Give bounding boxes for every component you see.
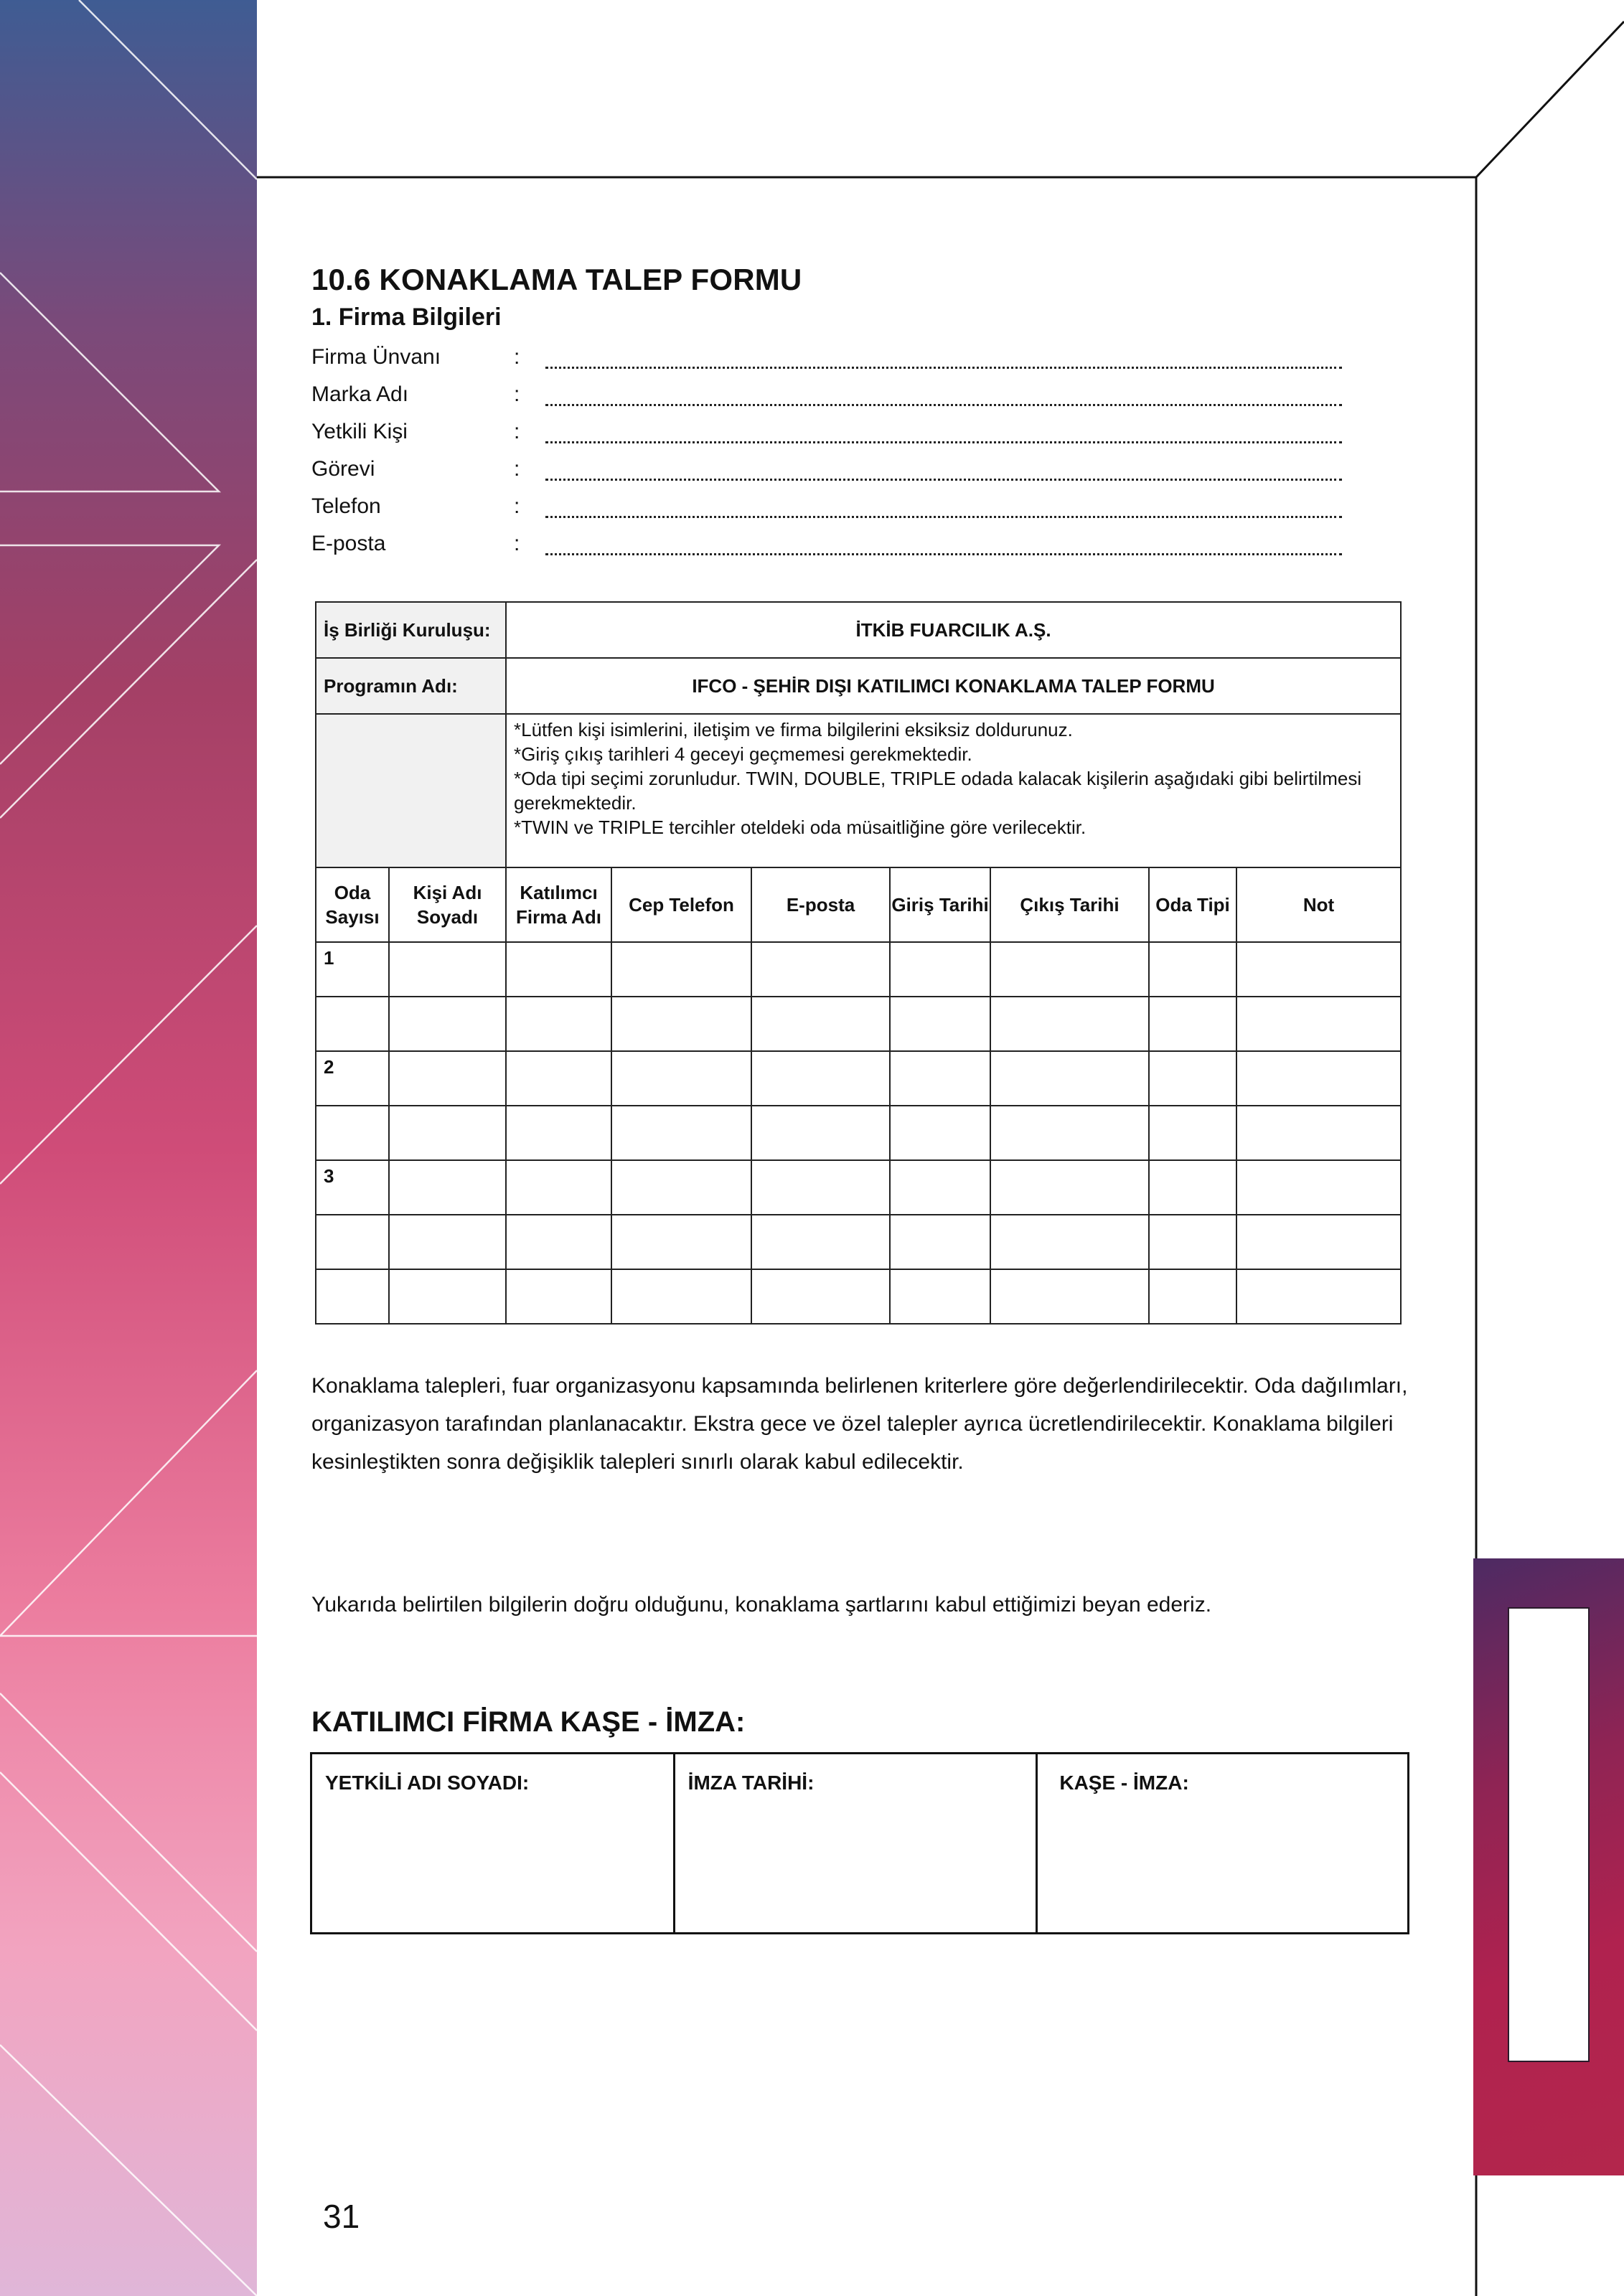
program-value: IFCO - ŞEHİR DIŞI KATILIMCI KONAKLAMA TALEP FORMU [506, 658, 1401, 714]
col-header: Kişi Adı Soyadı [389, 867, 506, 942]
room-number: 3 [316, 1160, 389, 1215]
field-gorevi[interactable] [311, 457, 1345, 486]
table-row[interactable] [316, 1215, 1401, 1269]
fill-line[interactable] [545, 441, 1342, 443]
input-cell[interactable] [990, 1215, 1149, 1269]
input-cell[interactable] [1236, 1106, 1401, 1160]
fill-line[interactable] [545, 404, 1342, 406]
input-cell[interactable] [890, 1051, 990, 1106]
field-separator: : [514, 494, 520, 518]
fill-line[interactable] [545, 553, 1342, 555]
input-cell[interactable] [389, 1160, 506, 1215]
field-separator: : [514, 345, 520, 369]
input-cell[interactable] [890, 1215, 990, 1269]
input-cell[interactable] [506, 997, 611, 1051]
input-cell[interactable] [1236, 1051, 1401, 1106]
input-cell[interactable] [611, 1269, 751, 1324]
input-cell[interactable] [890, 1160, 990, 1215]
input-cell[interactable] [1149, 1269, 1236, 1324]
input-cell[interactable] [1236, 942, 1401, 997]
signature-date-cell[interactable]: İMZA TARİHİ: [675, 1754, 1038, 1932]
col-header: Çıkış Tarihi [990, 867, 1149, 942]
note-line: *Lütfen kişi isimlerini, iletişim ve firma bilgilerini eksiksiz doldurunuz. [514, 719, 1073, 740]
table-row[interactable] [316, 1269, 1401, 1324]
input-cell[interactable] [506, 942, 611, 997]
field-label: Firma Ünvanı [311, 345, 441, 369]
room-number: 2 [316, 1051, 389, 1106]
note-line: *Oda tipi seçimi zorunludur. TWIN, DOUBLE, TRIPLE odada kalacak kişilerin aşağıdaki gibi belirtilmesi gerekmektedir. [514, 768, 1362, 814]
notes-cell [506, 714, 1401, 867]
room-number [316, 1106, 389, 1160]
input-cell[interactable] [990, 942, 1149, 997]
input-cell[interactable] [1149, 1051, 1236, 1106]
room-number [316, 1215, 389, 1269]
table-row[interactable] [316, 1051, 1401, 1106]
input-cell[interactable] [990, 1269, 1149, 1324]
input-cell[interactable] [1236, 997, 1401, 1051]
input-cell[interactable] [611, 1106, 751, 1160]
input-cell[interactable] [1149, 1215, 1236, 1269]
accommodation-request-table [315, 601, 1402, 1325]
room-number [316, 1269, 389, 1324]
terms-paragraph: Konaklama talepleri, fuar organizasyonu kapsamında belirlenen kriterlere göre değerlendirilecektir. Oda dağılımları, organizasyon tarafından planlanacaktır. Ekstra gece ve özel talepler ayrıca ücretlendirilecektir. Konaklama bilgileri kesinleştikten sonra değişiklik talepleri sınırlı olarak kabul edilecektir. [311, 1374, 1408, 1474]
field-separator: : [514, 532, 520, 555]
input-cell[interactable] [506, 1215, 611, 1269]
col-header: Oda Tipi [1149, 867, 1236, 942]
input-cell[interactable] [389, 1269, 506, 1324]
partner-value: İTKİB FUARCILIK A.Ş. [506, 602, 1401, 658]
page-number: 31 [323, 2198, 360, 2235]
field-separator: : [514, 382, 520, 406]
input-cell[interactable] [389, 1215, 506, 1269]
section-title: 1. Firma Bilgileri [311, 304, 502, 331]
col-header: Oda Sayısı [316, 867, 389, 942]
field-label: Yetkili Kişi [311, 420, 408, 443]
table-header-row [316, 867, 1401, 942]
input-cell[interactable] [1149, 942, 1236, 997]
input-cell[interactable] [389, 997, 506, 1051]
field-separator: : [514, 420, 520, 443]
input-cell[interactable] [890, 1269, 990, 1324]
table-row[interactable] [316, 1160, 1401, 1215]
notes-label-cell [316, 714, 506, 867]
input-cell[interactable] [1236, 1215, 1401, 1269]
field-marka-adi[interactable] [311, 382, 1345, 411]
input-cell[interactable] [990, 1160, 1149, 1215]
input-cell[interactable] [506, 1269, 611, 1324]
declaration-text: Yukarıda belirtilen bilgilerin doğru olduğunu, konaklama şartlarını kabul ettiğimizi beyan ederiz. [311, 1593, 1212, 1617]
field-label: Görevi [311, 457, 375, 481]
input-cell[interactable] [1149, 1160, 1236, 1215]
page-title: 10.6 KONAKLAMA TALEP FORMU [311, 263, 802, 296]
input-cell[interactable] [890, 942, 990, 997]
input-cell[interactable] [506, 1160, 611, 1215]
input-cell[interactable] [611, 1160, 751, 1215]
input-cell[interactable] [751, 1160, 890, 1215]
field-label: E-posta [311, 532, 386, 555]
input-cell[interactable] [389, 942, 506, 997]
signature-table [310, 1752, 1409, 1934]
col-header: Giriş Tarihi [890, 867, 990, 942]
field-eposta[interactable] [311, 532, 1345, 560]
partner-label: İş Birliği Kuruluşu: [316, 602, 506, 658]
field-label: Marka Adı [311, 382, 409, 406]
input-cell[interactable] [990, 1051, 1149, 1106]
note-line: *Giriş çıkış tarihleri 4 geceyi geçmemesi gerekmektedir. [514, 743, 972, 765]
input-cell[interactable] [611, 942, 751, 997]
fill-line[interactable] [545, 516, 1342, 518]
col-header: E-posta [751, 867, 890, 942]
col-header: Cep Telefon [611, 867, 751, 942]
field-yetkili-kisi[interactable] [311, 420, 1345, 448]
input-cell[interactable] [751, 1269, 890, 1324]
room-number: 1 [316, 942, 389, 997]
stamp-signature-cell[interactable]: KAŞE - İMZA: [1059, 1772, 1189, 1794]
input-cell[interactable] [751, 1215, 890, 1269]
field-firma-unvani[interactable] [311, 345, 1345, 374]
input-cell[interactable] [506, 1106, 611, 1160]
input-cell[interactable] [1149, 1106, 1236, 1160]
input-cell[interactable] [389, 1051, 506, 1106]
input-cell[interactable] [611, 1051, 751, 1106]
fill-line[interactable] [545, 479, 1342, 481]
input-cell[interactable] [611, 997, 751, 1051]
input-cell[interactable] [751, 1106, 890, 1160]
table-row[interactable] [316, 942, 1401, 997]
input-cell[interactable] [751, 997, 890, 1051]
col-header: Not [1236, 867, 1401, 942]
input-cell[interactable] [1236, 1269, 1401, 1324]
field-label: Telefon [311, 494, 381, 518]
input-cell[interactable] [890, 997, 990, 1051]
program-label: Programın Adı: [316, 658, 506, 714]
input-cell[interactable] [611, 1215, 751, 1269]
table-row[interactable] [316, 1106, 1401, 1160]
input-cell[interactable] [751, 1051, 890, 1106]
input-cell[interactable] [1236, 1160, 1401, 1215]
field-separator: : [514, 457, 520, 481]
room-number [316, 997, 389, 1051]
signature-section-title: KATILIMCI FİRMA KAŞE - İMZA: [311, 1706, 746, 1738]
col-header: Katılımcı Firma Adı [506, 867, 611, 942]
table-row[interactable] [316, 997, 1401, 1051]
note-line: *TWIN ve TRIPLE tercihler oteldeki oda müsaitliğine göre verilecektir. [514, 817, 1086, 838]
decorative-side-tab [1473, 1558, 1624, 2175]
input-cell[interactable] [990, 997, 1149, 1051]
input-cell[interactable] [506, 1051, 611, 1106]
field-telefon[interactable] [311, 494, 1345, 523]
input-cell[interactable] [389, 1106, 506, 1160]
input-cell[interactable] [1149, 997, 1236, 1051]
input-cell[interactable] [990, 1106, 1149, 1160]
side-tab-window [1508, 1607, 1590, 2062]
signature-name-cell[interactable]: YETKİLİ ADI SOYADI: [312, 1754, 675, 1932]
input-cell[interactable] [890, 1106, 990, 1160]
input-cell[interactable] [751, 942, 890, 997]
fill-line[interactable] [545, 367, 1342, 369]
